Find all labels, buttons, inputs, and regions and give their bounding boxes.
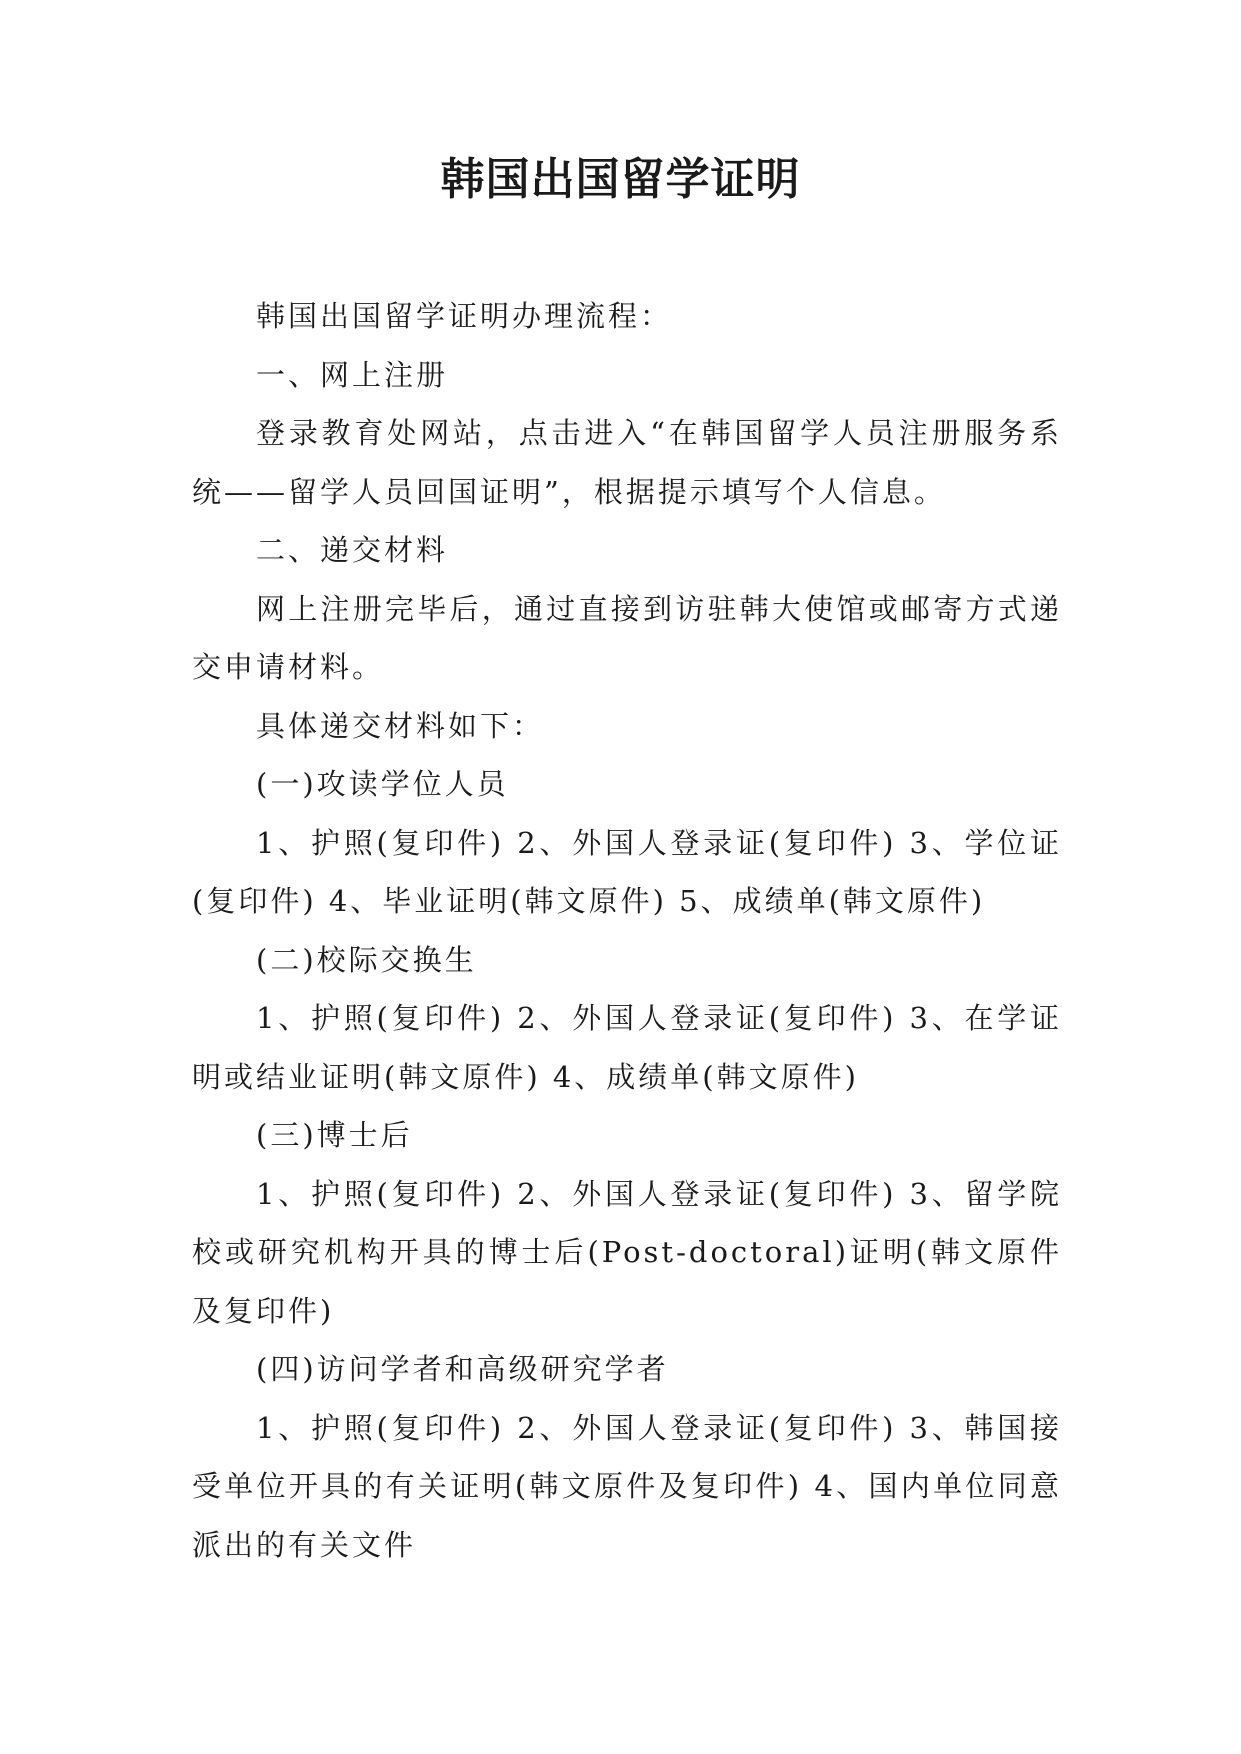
heading-postdoc: (三)博士后 xyxy=(256,1118,413,1152)
document-title: 韩国出国留学证明 xyxy=(440,154,801,205)
paragraph-materials-list-intro: 具体递交材料如下： xyxy=(256,708,545,743)
paragraph-process-intro: 韩国出国留学证明办理流程： xyxy=(256,299,673,333)
heading-submit-materials: 二、递交材料 xyxy=(256,533,449,567)
list-exchange-students: 1、护照(复印件) 2、外国人登录证(复印件) 3、在学证明或结业证明(韩文原件) 4、成绩单(韩文原件) xyxy=(192,1001,1062,1094)
list-postdoc: 1、护照(复印件) 2、外国人登录证(复印件) 3、留学院校或研究机构开具的博士后(Post-doctoral)证明(韩文原件及复印件) xyxy=(192,1176,1062,1328)
list-degree-students: 1、护照(复印件) 2、外国人登录证(复印件) 3、学位证(复印件) 4、毕业证明(韩文原件) 5、成绩单(韩文原件) xyxy=(192,825,1062,918)
heading-degree-students: (一)攻读学位人员 xyxy=(256,767,509,801)
heading-online-registration: 一、网上注册 xyxy=(256,357,449,392)
heading-visiting-scholars: (四)访问学者和高级研究学者 xyxy=(256,1352,669,1386)
paragraph-online-registration: 登录教育处网站，点击进入“在韩国留学人员注册服务系统——留学人员回国证明”，根据提示填写个人信息。 xyxy=(192,416,1062,509)
document-body xyxy=(192,287,1062,1574)
list-visiting-scholars: 1、护照(复印件) 2、外国人登录证(复印件) 3、韩国接受单位开具的有关证明(韩文原件及复印件) 4、国内单位同意派出的有关文件 xyxy=(192,1410,1062,1562)
paragraph-submit-materials: 网上注册完毕后，通过直接到访驻韩大使馆或邮寄方式递交申请材料。 xyxy=(192,591,1062,684)
heading-exchange-students: (二)校际交换生 xyxy=(256,942,477,977)
